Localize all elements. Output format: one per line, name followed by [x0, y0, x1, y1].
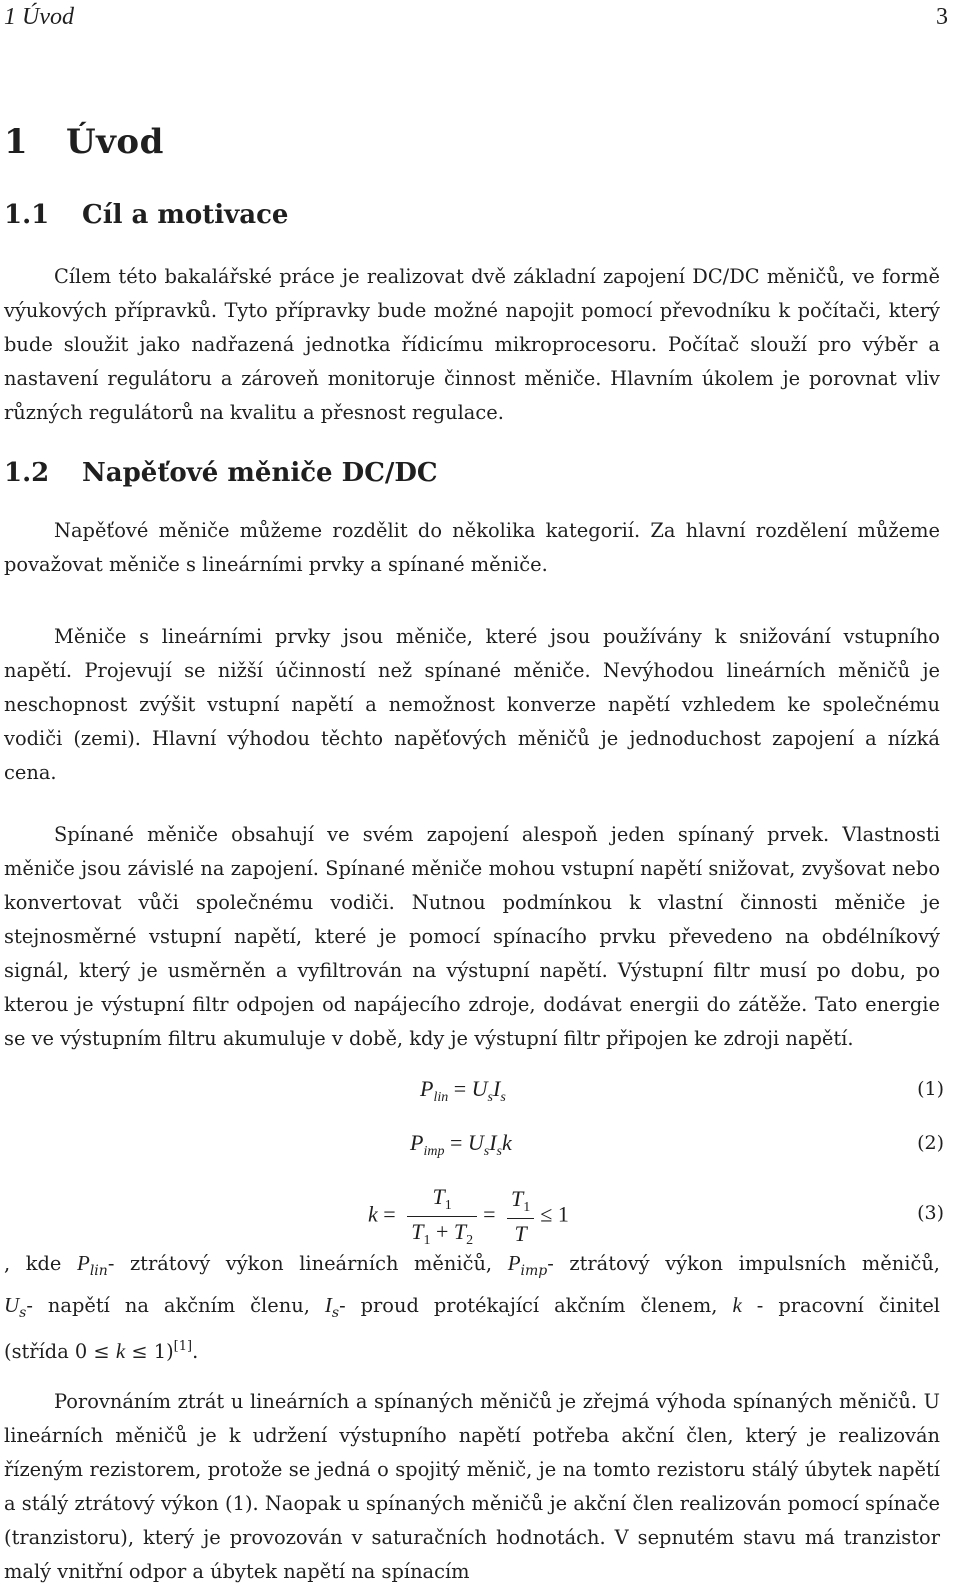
page-number: 3 — [936, 3, 948, 30]
paragraph-text: Spínané měniče obsahují ve svém zapojení alespoň jeden spínaný prvek. Vlastnosti měniče jsou závislé na zapojení. Spínané měniče mohou vstupní napětí snižovat, zvyšovat nebo konvertovat vůči společnému vodiči. Nutnou podmínkou k vlastní činnosti měniče je stejnosměrné vstupní napětí, které je pomocí spínacího prvku převedeno na obdélníkový signál, který je usměrněn a vyfiltrován na výstupní napětí. Výstupní filtr musí po dobu, po kterou je výstupní filtr odpojen od napájecího zdroje, dodávat energii do zátěže. Tato energie se ve výstupním filtru akumuluje v době, kdy je výstupní filtr připojen ke zdroji napětí. — [4, 823, 940, 1050]
section-heading-1-1 — [4, 200, 288, 230]
section-title: Cíl a motivace — [82, 200, 289, 230]
legend-line-3: (střída 0 ≤ k ≤ 1)[1]. — [4, 1339, 199, 1363]
running-head-title: 1 Úvod — [4, 3, 74, 30]
equation-label: (3) — [917, 1202, 944, 1224]
legend-text: , kde — [4, 1252, 77, 1275]
legend-line-1: , kde $P_{lin}-$ ztrátový výkon lineárních měničů, $P_{imp}-$ ztrátový výkon impulsních měničů, — [4, 1251, 940, 1279]
legend-text: ≤ 1) — [125, 1340, 174, 1363]
equation-2 — [0, 1130, 948, 1164]
fraction: $\frac{T_1}{T}$ — [507, 1186, 534, 1247]
equation-label: (2) — [917, 1132, 944, 1154]
legend-text: - pracovní činitel — [741, 1294, 940, 1317]
fraction: $\frac{T_1}{T_1 + T_2}$ — [407, 1184, 477, 1249]
running-head — [4, 2, 948, 32]
paragraph-linear — [4, 620, 940, 790]
equation-legend — [4, 1246, 940, 1369]
legend-text: - proud protékající akčním členem, — [339, 1294, 733, 1317]
equation-body: $P_{lin} = U_sI_s$ — [420, 1076, 506, 1105]
paragraph-categories — [4, 514, 940, 582]
legend-text: . — [192, 1340, 199, 1363]
legend-text: - ztrátový výkon lineárních měničů, — [107, 1252, 508, 1275]
paragraph-text: Napěťové měniče můžeme rozdělit do několika kategorií. Za hlavní rozdělení můžeme považovat měniče s lineárními prvky a spínané měniče. — [4, 519, 940, 576]
legend-text: - ztrátový výkon impulsních měničů, — [547, 1252, 940, 1275]
paragraph-comparison — [4, 1385, 940, 1589]
legend-text: - napětí na akčním členu, — [26, 1294, 325, 1317]
section-title: Napěťové měniče DC/DC — [82, 458, 438, 488]
equation-label: (1) — [917, 1078, 944, 1100]
section-heading-1-2 — [4, 458, 438, 488]
citation: [1] — [173, 1339, 193, 1354]
chapter-number: 1 — [4, 122, 29, 162]
equation-body: k = $\frac{T_1}{T_1 + T_2}$ = $\frac{T_1}{T}$ ≤ 1 — [368, 1184, 569, 1248]
section-number: 1.1 — [4, 200, 50, 230]
equation-body: $P_{imp} = U_sI_sk$ — [410, 1130, 512, 1159]
paragraph-text: Cílem této bakalářské práce je realizovat dvě základní zapojení DC/DC měničů, ve formě výukových přípravků. Tyto přípravky bude možné napojit pomocí převodníku k počítači, který bude sloužit jako nadřazená jednotka řídicímu mikroprocesoru. Počítač slouží pro výběr a nastavení regulátoru a zároveň monitoruje činnost měniče. Hlavním úkolem je porovnat vliv různých regulátorů na kvalitu a přesnost regulace. — [4, 265, 940, 424]
chapter-title: Úvod — [66, 122, 164, 162]
equation-1 — [0, 1076, 948, 1110]
paragraph-goal — [4, 260, 940, 430]
paragraph-text: Porovnáním ztrát u lineárních a spínaných měničů je zřejmá výhoda spínaných měničů. U lineárních měničů je k udržení výstupního napětí potřeba akční člen, který je realizován řízeným rezistorem, protože se jedná o spojitý měnič, je na tomto rezistoru stálý úbytek napětí a stálý ztrátový výkon (1). Naopak u spínaných měničů je akční člen realizován pomocí spínače (tranzistoru), který je provozován v saturačních hodnotách. V sepnutém stavu má tranzistor malý vnitřní odpor a úbytek napětí na spínacím — [4, 1390, 940, 1583]
paragraph-text: Měniče s lineárními prvky jsou měniče, které jsou používány k snižování vstupního napětí. Projevují se nižší účinností než spínané měniče. Nevýhodou lineárních měničů je neschopnost zvýšit vstupní napětí a nemožnost konverze napětí vzhledem ke společnému vodiči (zemi). Hlavní výhodou těchto napěťových měničů je jednoduchost zapojení a nízká cena. — [4, 625, 940, 784]
legend-line-2: $U_s-$ napětí na akčním členu, $I_s-$ proud protékající akčním členem, k - pracovní činitel — [4, 1293, 940, 1321]
legend-text: (střída 0 ≤ — [4, 1340, 116, 1363]
section-number: 1.2 — [4, 458, 50, 488]
chapter-heading — [4, 122, 164, 162]
paragraph-switched — [4, 818, 940, 1056]
